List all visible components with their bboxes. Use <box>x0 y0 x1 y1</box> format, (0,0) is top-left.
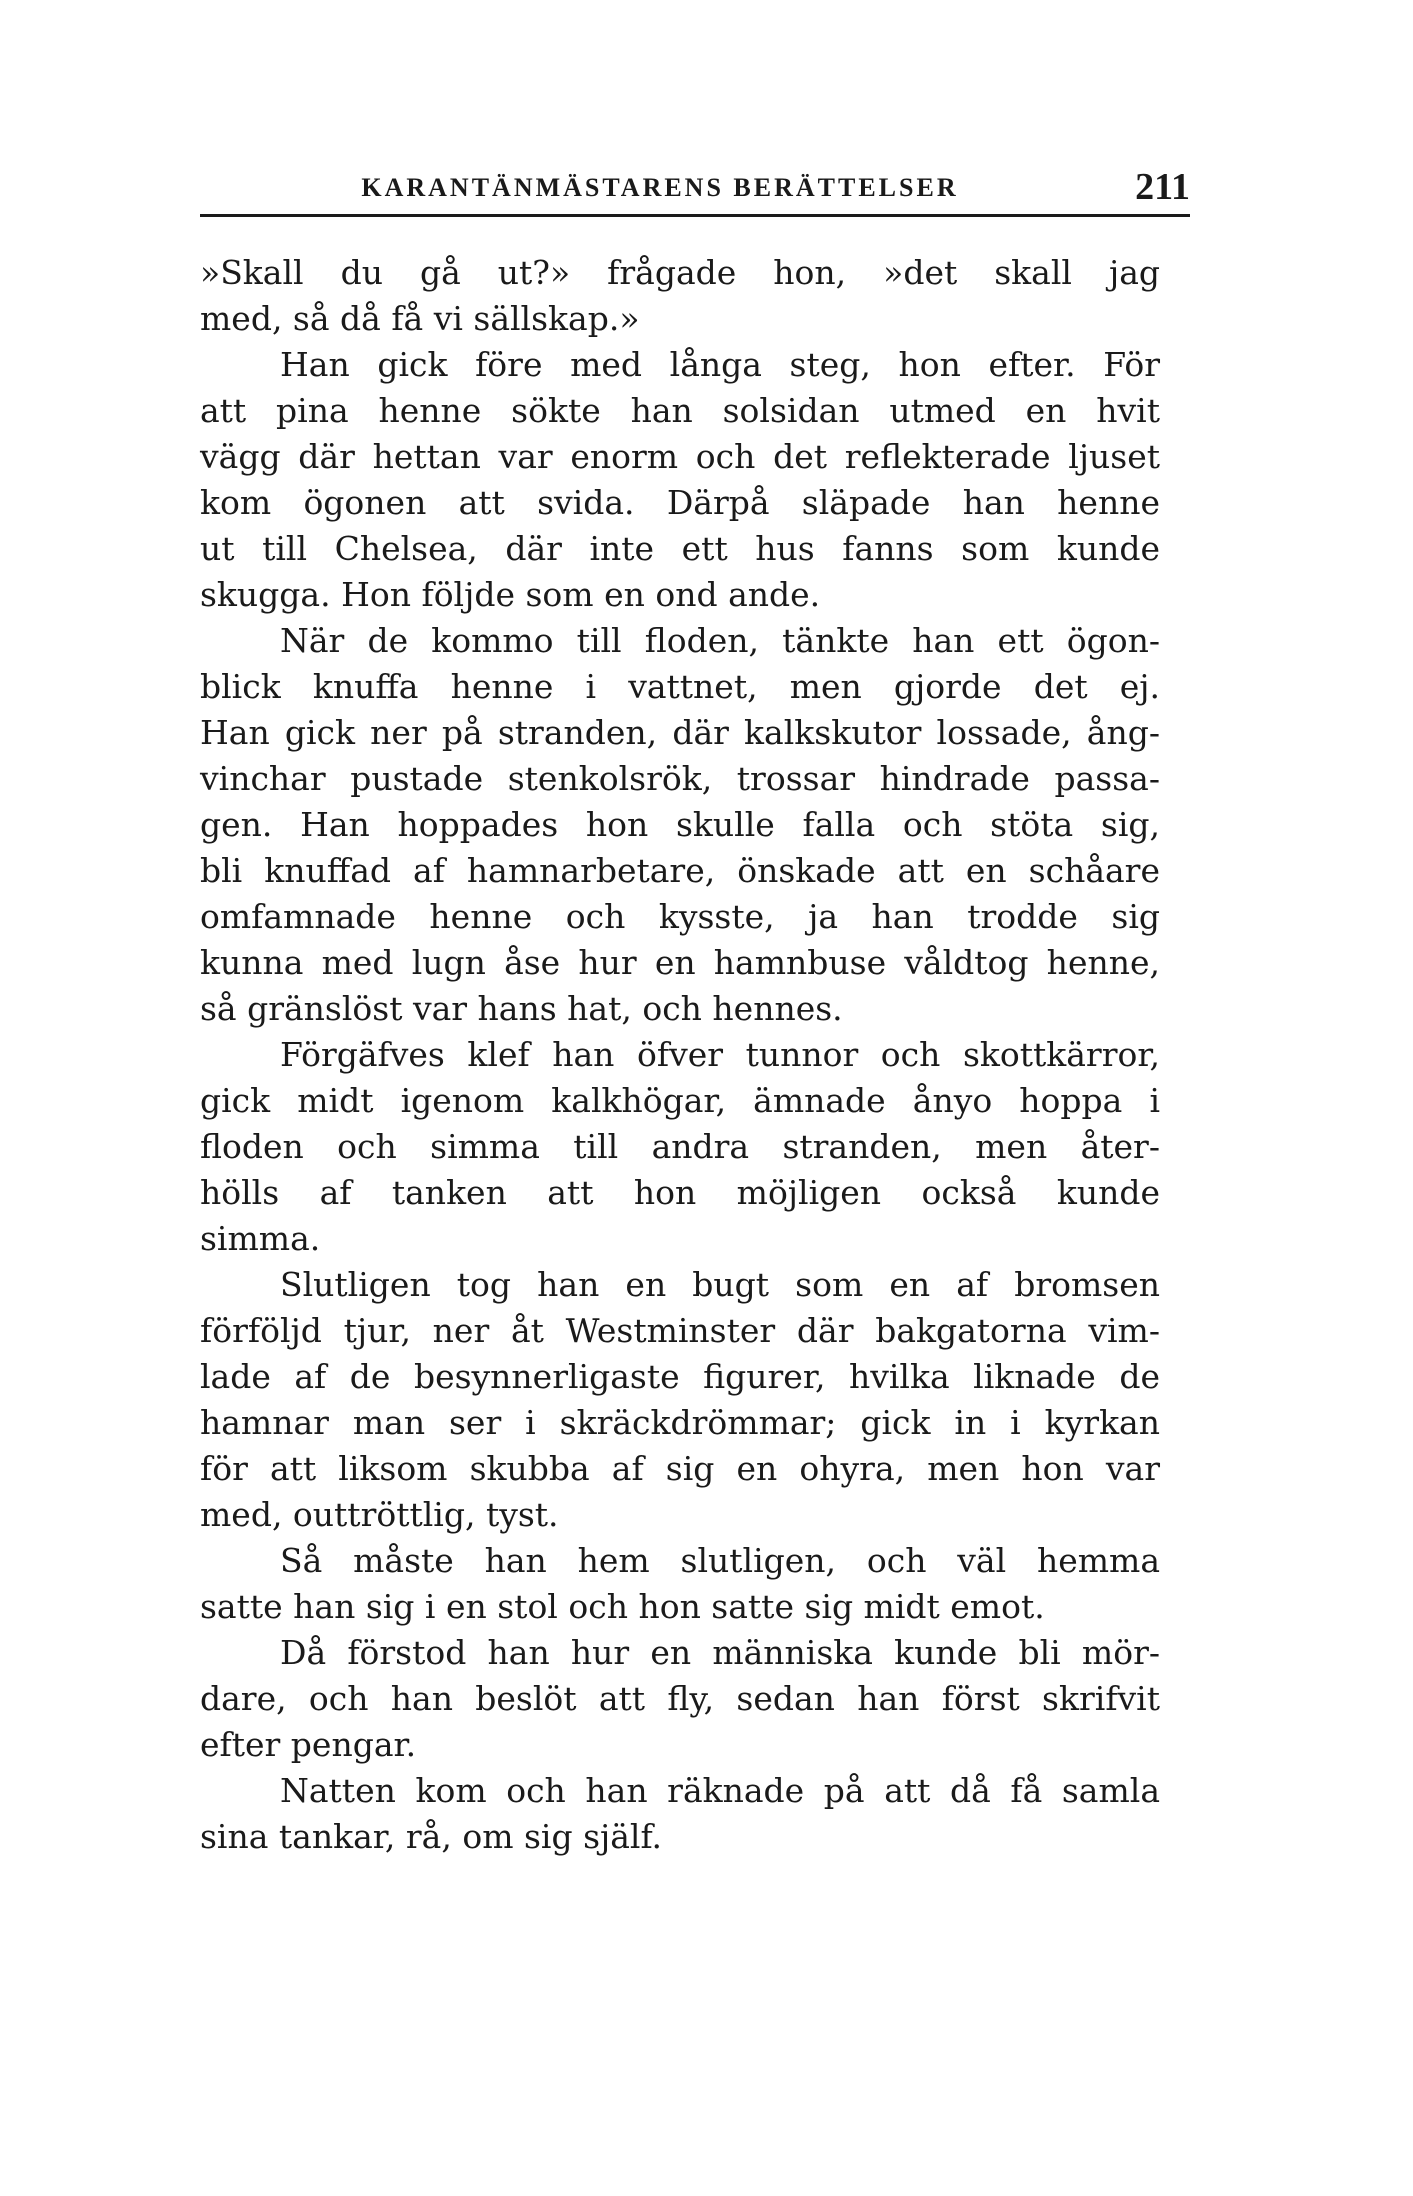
header-rule <box>200 214 1190 217</box>
text-line: »Skall du gå ut?» frågade hon, »det skall jag <box>200 253 1160 292</box>
text-line: kunna med lugn åse hur en hamnbuse våldtog henne, <box>200 943 1160 982</box>
text-line: för att liksom skubba af sig en ohyra, men hon var <box>200 1449 1160 1488</box>
running-head <box>200 165 1190 215</box>
text-line: bli knuffad af hamnarbetare, önskade att en schåare <box>200 851 1160 890</box>
text-line: hölls af tanken att hon möjligen också kunde <box>200 1173 1160 1212</box>
running-title: KARANTÄNMÄSTARENS BERÄTTELSER <box>361 173 959 202</box>
page-number: 211 <box>1135 166 1190 208</box>
text-line: lade af de besynnerligaste figurer, hvilka liknade de <box>200 1357 1160 1396</box>
body-text <box>200 250 1160 1860</box>
text-line: kom ögonen att svida. Därpå släpade han henne <box>200 483 1160 522</box>
text-line: ut till Chelsea, där inte ett hus fanns som kunde <box>200 529 1160 568</box>
text-line: med, outtröttlig, tyst. <box>200 1495 559 1534</box>
text-line: Han gick ner på stranden, där kalkskutor lossade, ång- <box>200 713 1160 752</box>
text-line: att pina henne sökte han solsidan utmed en hvit <box>200 391 1160 430</box>
text-line: med, så då få vi sällskap.» <box>200 299 640 338</box>
text-line: floden och simma till andra stranden, men åter- <box>200 1127 1160 1166</box>
text-line: Så måste han hem slutligen, och väl hemma <box>280 1541 1160 1580</box>
text-line: gen. Han hoppades hon skulle falla och stöta sig, <box>200 805 1160 844</box>
text-line: Förgäfves klef han öfver tunnor och skottkärror, <box>280 1035 1160 1074</box>
text-line: vinchar pustade stenkolsrök, trossar hindrade passa- <box>200 759 1160 798</box>
text-line: omfamnade henne och kysste, ja han trodde sig <box>200 897 1160 936</box>
text-line: dare, och han beslöt att fly, sedan han först skrifvit <box>200 1679 1160 1718</box>
text-line: efter pengar. <box>200 1725 417 1764</box>
text-line: Då förstod han hur en människa kunde bli mör- <box>280 1633 1160 1672</box>
text-line: sina tankar, rå, om sig själf. <box>200 1817 662 1856</box>
text-line: simma. <box>200 1219 321 1258</box>
text-line: Han gick före med långa steg, hon efter. För <box>280 345 1160 384</box>
text-line: gick midt igenom kalkhögar, ämnade ånyo hoppa i <box>200 1081 1160 1120</box>
text-line: När de kommo till floden, tänkte han ett ögon- <box>280 621 1160 660</box>
text-line: vägg där hettan var enorm och det reflekterade ljuset <box>200 437 1160 476</box>
text-line: blick knuffa henne i vattnet, men gjorde det ej. <box>200 667 1160 706</box>
text-line: satte han sig i en stol och hon satte sig midt emot. <box>200 1587 1045 1626</box>
text-line: hamnar man ser i skräckdrömmar; gick in i kyrkan <box>200 1403 1160 1442</box>
text-line: skugga. Hon följde som en ond ande. <box>200 575 821 614</box>
text-line: Natten kom och han räknade på att då få samla <box>280 1771 1160 1810</box>
text-line: förföljd tjur, ner åt Westminster där bakgatorna vim- <box>200 1311 1160 1350</box>
text-line: Slutligen tog han en bugt som en af bromsen <box>280 1265 1160 1304</box>
text-line: så gränslöst var hans hat, och hennes. <box>200 989 843 1028</box>
